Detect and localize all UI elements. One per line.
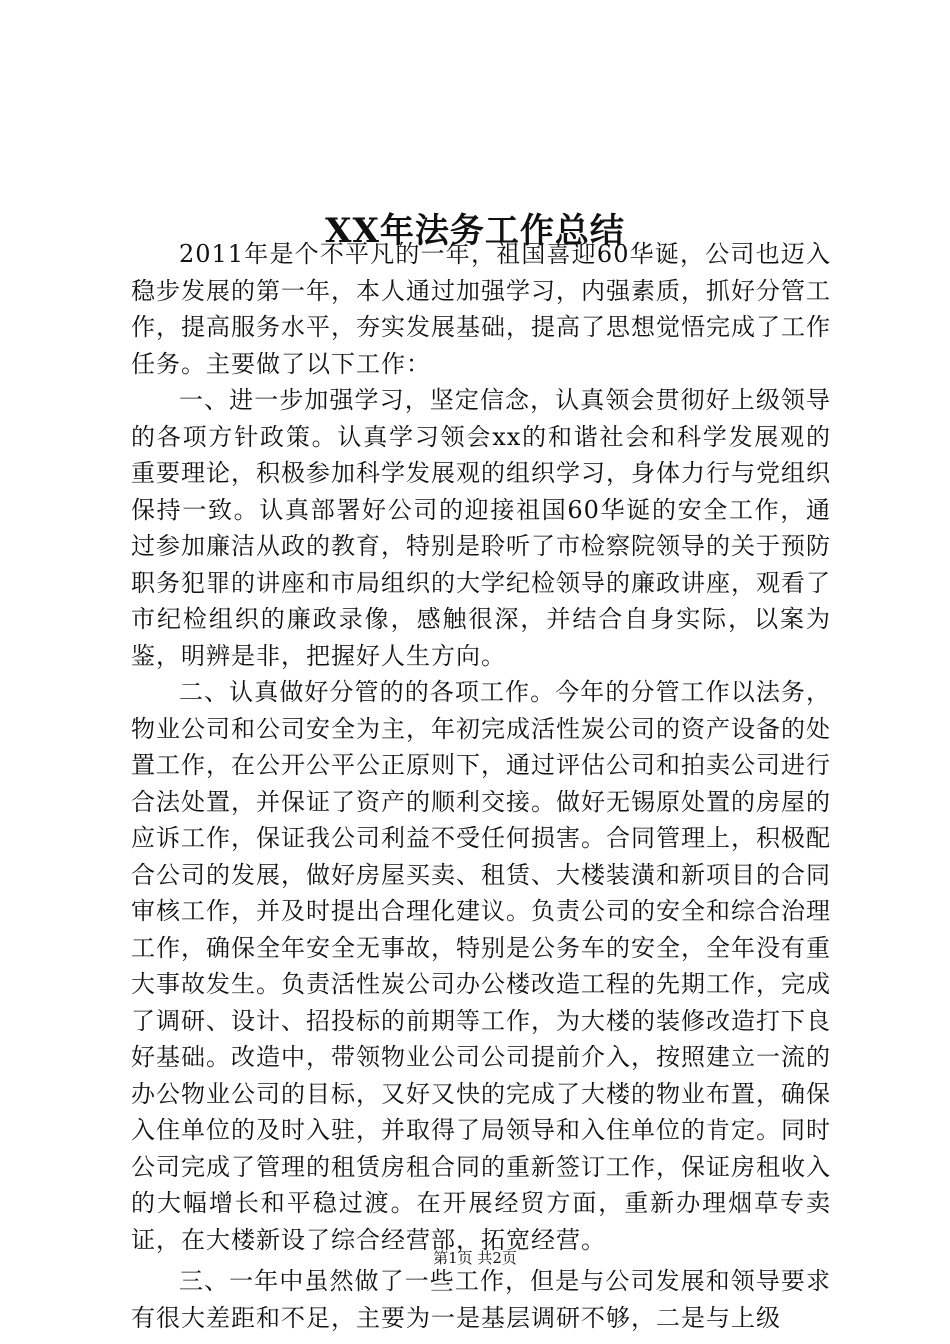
paragraph-section-2: 二、认真做好分管的的各项工作。今年的分管工作以法务，物业公司和公司安全为主，年初完成活性炭公司的资产设备的处置工作，在公开公平公正原则下，通过评估公司和拍卖公司进行合法处置，并保证了资产的顺利交接。做好无锡原处置的房屋的应诉工作，保证我公司利益不受任何损害。合同管理上，积极配合公司的发展，做好房屋买卖、租赁、大楼装潢和新项目的合同审核工作，并及时提出合理化建议。负责公司的安全和综合治理工作，确保全年安全无事故，特别是公务车的安全，全年没有重大事故发生。负责活性炭公司办公楼改造工程的先期工作，完成了调研、设计、招投标的前期等工作，为大楼的装修改造打下良好基础。改造中，带领物业公司公司提前介入，按照建立一流的办公物业公司的目标，又好又快的完成了大楼的物业布置，确保入住单位的及时入驻，并取得了局领导和入住单位的肯定。同时公司完成了管理的租赁房租合同的重新签订工作，保证房租收入的大幅增长和平稳过渡。在开展经贸方面，重新办理烟草专卖证，在大楼新设了综合经营部，拓宽经营。	[131, 678, 831, 1254]
paragraph-section-1: 一、进一步加强学习，坚定信念，认真领会贯彻好上级领导的各项方针政策。认真学习领会xx的和谐社会和科学发展观的重要理论，积极参加科学发展观的组织学习，身体力行与党组织保持一致。认真部署好公司的迎接祖国60华诞的安全工作，通过参加廉洁从政的教育，特别是聆听了市检察院领导的关于预防职务犯罪的讲座和市局组织的大学纪检领导的廉政讲座，观看了市纪检组织的廉政录像，感触很深，并结合自身实际，以案为鉴，明辨是非，把握好人生方向。	[131, 386, 831, 670]
paragraph-intro: 2011年是个不平凡的一年，祖国喜迎60华诞，公司也迈入稳步发展的第一年，本人通过加强学习，内强素质，抓好分管工作，提高服务水平，夯实发展基础，提高了思想觉悟完成了工作任务。主要做了以下工作：	[131, 240, 831, 378]
page-number-footer: 第1页 共2页	[433, 1249, 517, 1267]
document-body	[131, 236, 831, 1336]
document-title: XX年法务工作总结	[325, 210, 625, 251]
paragraph-section-3: 三、一年中虽然做了一些工作，但是与公司发展和领导要求有很大差距和不足，主要为一是基层调研不够，二是与上级	[131, 1267, 831, 1332]
